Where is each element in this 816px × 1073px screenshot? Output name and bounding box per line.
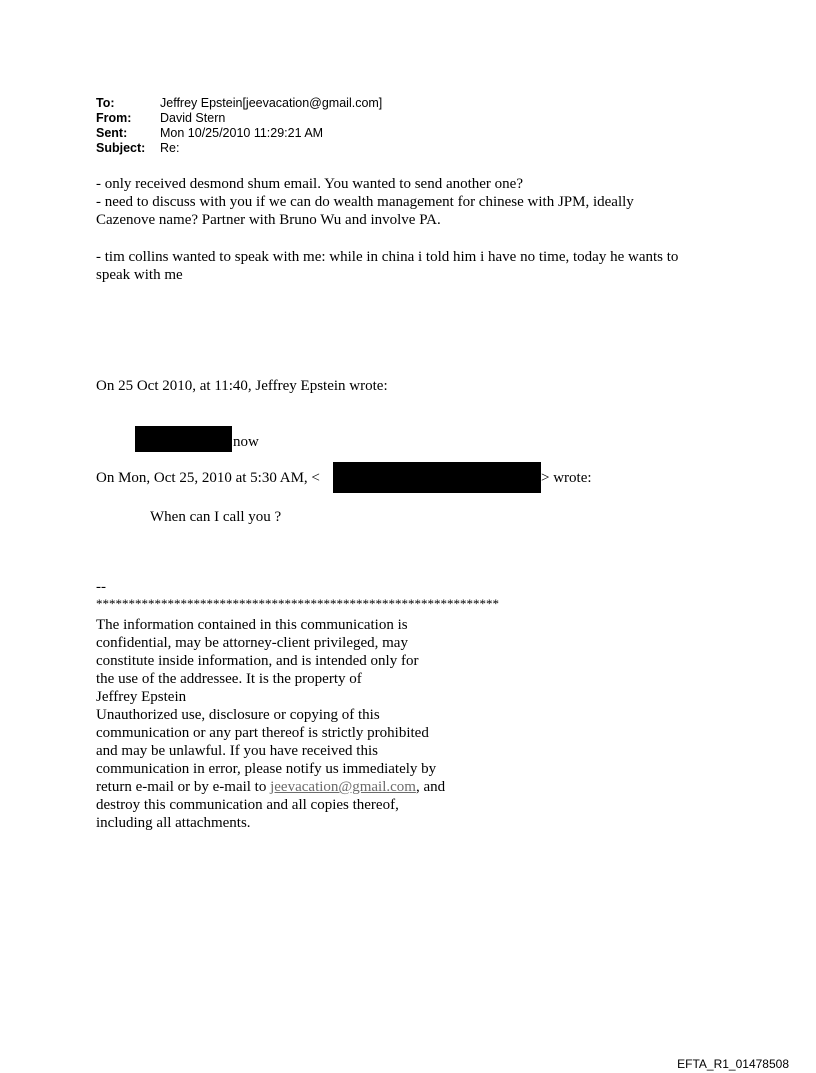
quote2-message: When can I call you ? <box>150 509 282 525</box>
disclaimer-line: constitute inside information, and is intended only for <box>96 653 419 669</box>
header-to-value: Jeffrey Epstein[jeevacation@gmail.com] <box>160 96 383 110</box>
redaction-box <box>135 426 232 452</box>
email-link[interactable]: jeevacation@gmail.com <box>270 779 416 795</box>
header-from-label: From: <box>96 111 132 125</box>
return-line-prefix: return e-mail or by e-mail to <box>96 779 271 795</box>
disclaimer-line: Unauthorized use, disclosure or copying of this <box>96 707 380 723</box>
quote1-attribution: On 25 Oct 2010, at 11:40, Jeffrey Epstein wrote: <box>96 378 388 394</box>
disclaimer-line: destroy this communication and all copies thereof, <box>96 797 399 813</box>
redaction-box <box>333 462 541 493</box>
quote1-message-tail: now <box>233 434 259 450</box>
disclaimer-line: The information contained in this communication is <box>96 617 408 633</box>
body-line: - tim collins wanted to speak with me: while in china i told him i have no time, today he wants to <box>96 249 679 265</box>
document-id: EFTA_R1_01478508 <box>677 1057 789 1071</box>
disclaimer-line: communication or any part thereof is strictly prohibited <box>96 725 429 741</box>
signature-stars: ************************************************************** <box>96 596 499 611</box>
signature-dashes: -- <box>96 579 106 595</box>
header-sent-label: Sent: <box>96 126 128 140</box>
body-line: - only received desmond shum email. You wanted to send another one? <box>96 176 523 192</box>
header-subject-value: Re: <box>160 141 180 155</box>
quote2-attribution-end: > wrote: <box>541 470 592 486</box>
header-from-value: David Stern <box>160 111 226 125</box>
body-line: - need to discuss with you if we can do wealth management for chinese with JPM, ideally <box>96 194 634 210</box>
header-to-label: To: <box>96 96 115 110</box>
disclaimer-line: including all attachments. <box>96 815 251 831</box>
body-line: speak with me <box>96 267 183 283</box>
return-line-suffix: , and <box>415 779 446 795</box>
header-sent-value: Mon 10/25/2010 11:29:21 AM <box>160 126 324 140</box>
disclaimer-return-line <box>96 778 445 796</box>
disclaimer-line: Jeffrey Epstein <box>96 689 187 705</box>
quote2-attribution-start: On Mon, Oct 25, 2010 at 5:30 AM, < <box>96 470 320 486</box>
disclaimer-line: communication in error, please notify us immediately by <box>96 761 437 777</box>
disclaimer-line: the use of the addressee. It is the property of <box>96 671 362 687</box>
disclaimer-line: and may be unlawful. If you have received this <box>96 743 378 759</box>
header-subject-label: Subject: <box>96 141 146 155</box>
body-line: Cazenove name? Partner with Bruno Wu and involve PA. <box>96 212 441 228</box>
disclaimer-line: confidential, may be attorney-client privileged, may <box>96 635 408 651</box>
